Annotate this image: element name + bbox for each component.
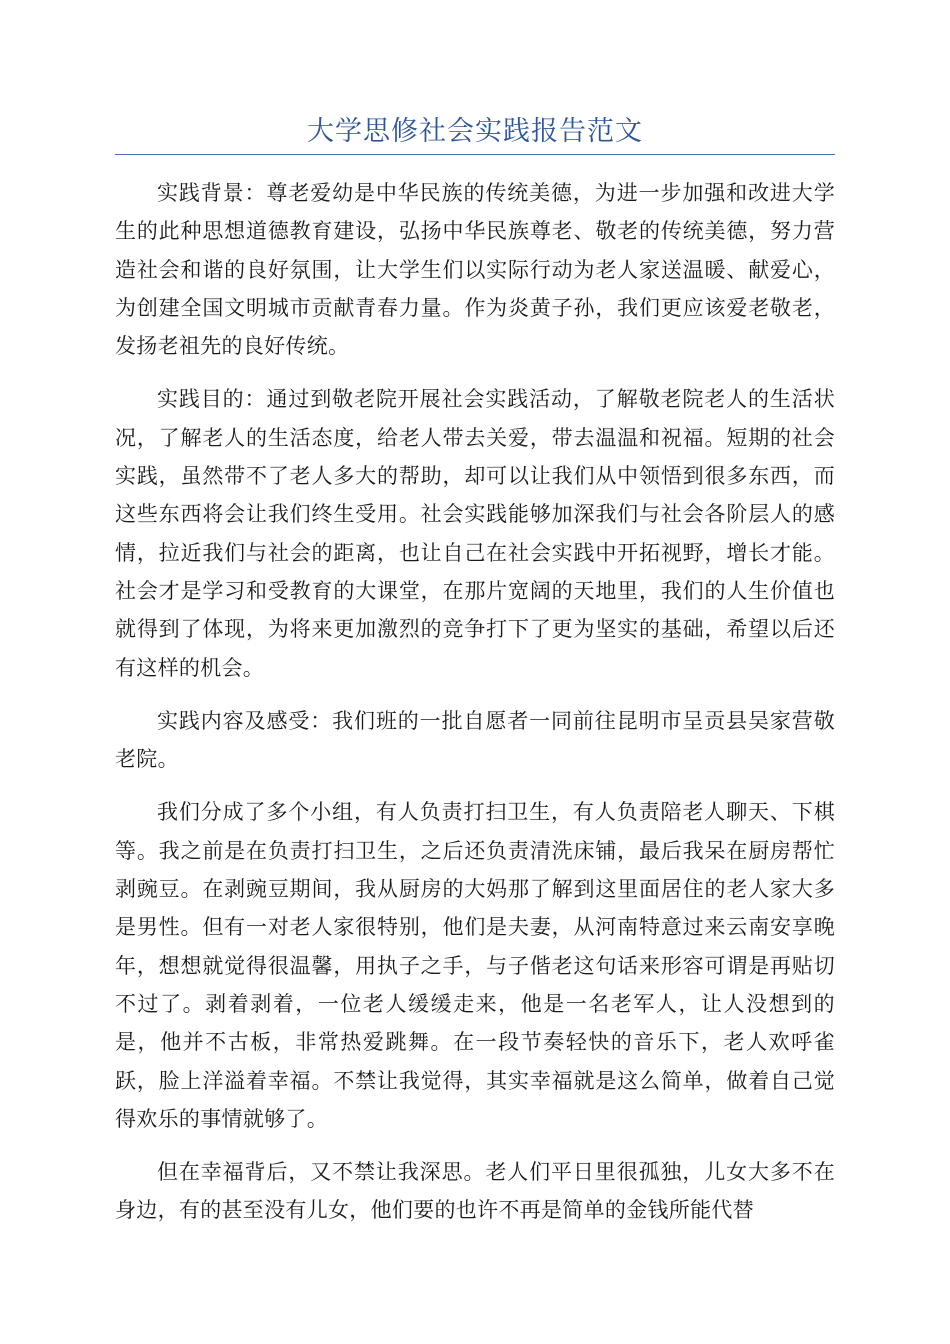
document-body xyxy=(115,174,835,1245)
paragraph-content: 实践内容及感受：我们班的一批自愿者一同前往昆明市呈贡县吴家营敬老院。 xyxy=(115,708,835,772)
title-underline xyxy=(115,154,835,155)
document-title: 大学思修社会实践报告范文 xyxy=(307,116,643,147)
paragraph-experience: 我们分成了多个小组，有人负责打扫卫生，有人负责陪老人聊天、下棋等。我之前是在负责打扫卫生，之后还负责清洗床铺，最后我呆在厨房帮忙剥豌豆。在剥豌豆期间，我从厨房的大妈那了解到这里面居住的老人家大多是男性。但有一对老人家很特别，他们是夫妻，从河南特意过来云南安享晚年，想想就觉得很温馨，用执子之手，与子偕老这句话来形容可谓是再贴切不过了。剥着剥着，一位老人缓缓走来，他是一名老军人，让人没想到的是，他并不古板，非常热爱跳舞。在一段节奏轻快的音乐下，老人欢呼雀跃，脸上洋溢着幸福。不禁让我觉得，其实幸福就是这么简单，做着自己觉得欢乐的事情就够了。 xyxy=(115,800,835,1131)
paragraph-purpose: 实践目的：通过到敬老院开展社会实践活动，了解敬老院老人的生活状况，了解老人的生活态度，给老人带去关爱，带去温温和祝福。短期的社会实践，虽然带不了老人多大的帮助，却可以让我们从中领悟到很多东西，而这些东西将会让我们终生受用。社会实践能够加深我们与社会各阶层人的感情，拉近我们与社会的距离，也让自己在社会实践中开拓视野，增长才能。社会才是学习和受教育的大课堂，在那片宽阔的天地里，我们的人生价值也就得到了体现，为将来更加激烈的竞争打下了更为坚实的基础，希望以后还有这样的机会。 xyxy=(115,387,835,680)
paragraph-background: 实践背景：尊老爱幼是中华民族的传统美德，为进一步加强和改进大学生的此种思想道德教育建设，弘扬中华民族尊老、敬老的传统美德，努力营造社会和谐的良好氛围，让大学生们以实际行动为老人家送温暖、献爱心，为创建全国文明城市贡献青春力量。作为炎黄子孙，我们更应该爱老敬老，发扬老祖先的良好传统。 xyxy=(115,181,835,359)
paragraph-reflection: 但在幸福背后，又不禁让我深思。老人们平日里很孤独，儿女大多不在身边，有的甚至没有儿女，他们要的也许不再是简单的金钱所能代替 xyxy=(115,1160,835,1223)
